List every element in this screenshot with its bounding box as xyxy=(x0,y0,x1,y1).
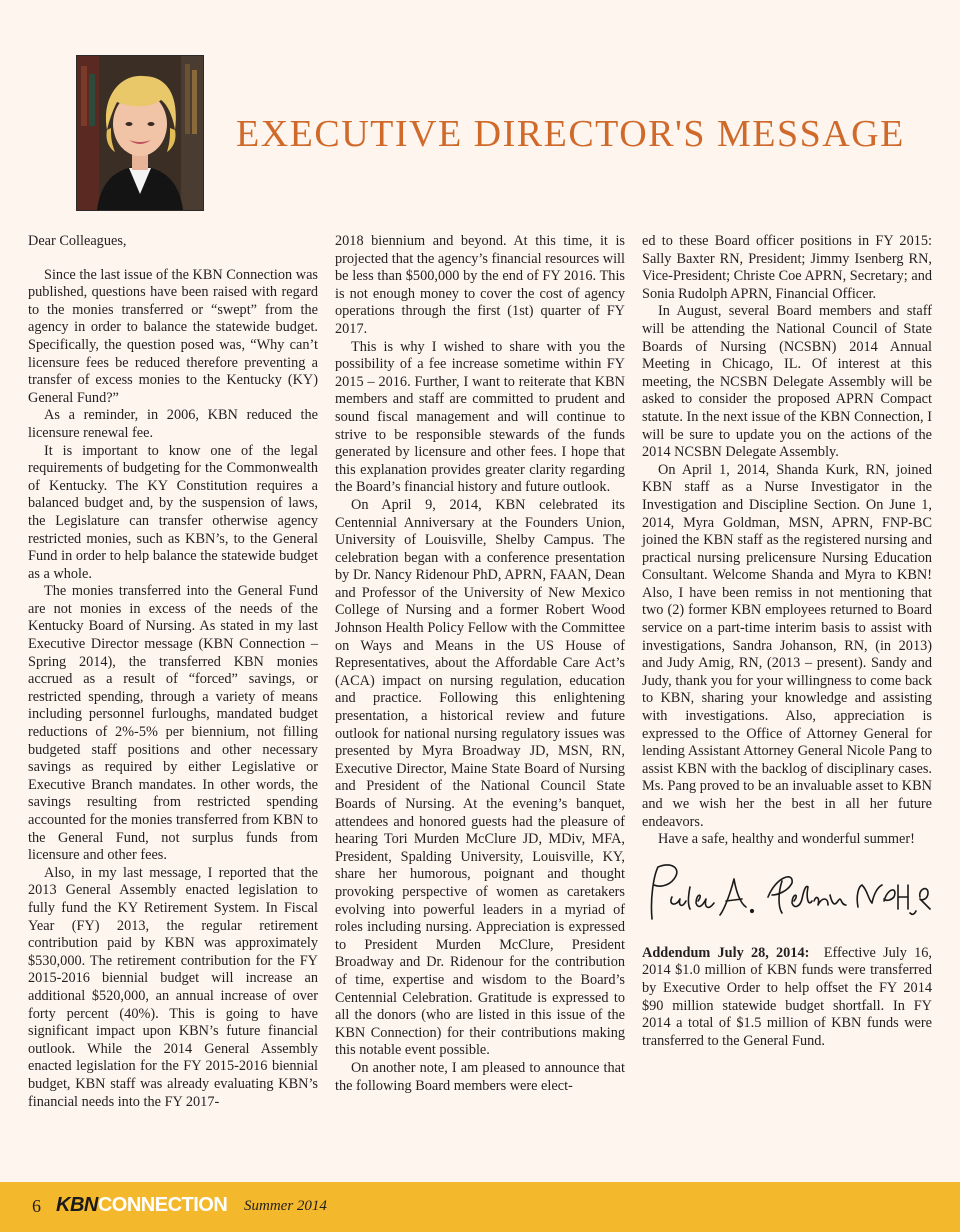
paragraph: ed to these Board officer positions in FY 2015: Sally Baxter RN, President; Jimmy Isenberg RN, Vice-President; Christe Coe APRN, Secretary; and Sonia Rudolph APRN, Financial Officer. xyxy=(642,233,932,302)
text-column-3 xyxy=(642,233,932,1050)
paragraph: In August, several Board members and staff will be attending the National Council of State Boards of Nursing (NCSBN) 2014 Annual Meeting in Chicago, IL. Of interest at this meeting, the NCSBN Delegate Assembly will be asked to consider the proposed APRN Compact statute. In the next issue of the KBN Connection, I will be sure to update you on the actions of the 2014 NCSBN Delegate Assembly. xyxy=(642,303,932,461)
paragraph: The monies transferred into the General Fund are not monies in excess of the needs of the Kentucky Board of Nursing. As stated in my last Executive Director message (KBN Connection – Spring 2014), the transferred KBN monies accrued as a result of “forced” savings, or restricted spending, through a variety of means including personnel furloughs, mandated budget reductions of 2%-5% per biennium, not filling budgeted staff positions and other necessary savings as required by either Legislative or Executive Branch mandates. In other words, the savings resulting from restricted spending accounted for the monies transferred from KBN to the General Fund, not surplus funds from licensure and other fees. xyxy=(28,583,318,864)
text-column-2 xyxy=(335,233,625,1095)
paragraph: It is important to know one of the legal requirements of budgeting for the Commonwealth of Kentucky. The KY Constitution requires a balanced budget and, by the suspension of laws, the Legislature can transfer otherwise agency restricted monies, such as KBN’s, to the General Fund in order to help balance the statewide budget as a whole. xyxy=(28,442,318,582)
salutation: Dear Colleagues, xyxy=(28,233,127,249)
page-title: EXECUTIVE DIRECTOR'S MESSAGE xyxy=(236,113,905,155)
paragraph: As a reminder, in 2006, KBN reduced the licensure renewal fee. xyxy=(28,407,318,441)
author-photo xyxy=(76,55,204,211)
publication-logo xyxy=(56,1194,227,1217)
paragraph: Since the last issue of the KBN Connection was published, questions have been raised with regard to the monies transferred or “swept” from the agency in order to balance the statewide budget. Specifically, the question posed was, “Why can’t licensure fees be reduced therefore preventing a transfer of excess monies to the Kentucky (KY) General Fund?” xyxy=(28,266,318,406)
paragraph: On April 1, 2014, Shanda Kurk, RN, joined KBN staff as a Nurse Investigator in the Investigation and Discipline Section. On June 1, 2014, Myra Goldman, MSN, APRN, FNP-BC joined the KBN staff as the registered nursing and practical nursing prelicensure Nursing Education Consultant. Welcome Shanda and Myra to KBN! Also, I have been remiss in not mentioning that two (2) former KBN employees returned to Board service on a part-time interim basis to assist with investigations, Sandra Johanson, RN, (in 2013) and Judy Amig, RN, (2013 – present). Sandy and Judy, thank you for your willingness to come back to KBN, sharing your knowledge and assisting with investigations. Also, appreciation is expressed to the Office of Attorney General for lending Assistant Attorney General Nicole Pang to assist KBN with the backlog of disciplinary cases. Ms. Pang proved to be an invaluable asset to KBN and we wish her the best in all her future endeavors. xyxy=(642,461,932,830)
paragraph: On another note, I am pleased to announce that the following Board members were elect- xyxy=(335,1059,625,1094)
paragraph: Also, in my last message, I reported that the 2013 General Assembly enacted legislation to fully fund the KY Retirement System. In Fiscal Year (FY) 2013, the regular retirement contribution paid by KBN was approximately $530,000. The retirement contribution for the FY 2015-2016 biennial budget will increase an additional $520,000, an annual increase of over forty percent (40%). This is going to have significant impact upon KBN’s future financial outlook. While the 2014 General Assembly enacted legislation for the FY 2015-2016 biennial budget, KBN staff was already evaluating KBN’s financial needs into the FY 2017- xyxy=(28,864,318,1110)
addendum-label: Addendum July 28, 2014: xyxy=(642,944,810,961)
text-column-1 xyxy=(28,233,318,1111)
paragraph: On April 9, 2014, KBN celebrated its Centennial Anniversary at the Founders Union, University of Louisville, Shelby Campus. The celebration began with a conference presentation by Dr. Nancy Ridenour PhD, APRN, FAAN, Dean and Professor of the University of New Mexico College of Nursing and a former Robert Wood Johnson Health Policy Fellow with the Committee on Ways and Means in the US House of Representatives, about the Affordable Care Act’s (ACA) impact on nursing regulation, education and practice. Following this enlightening presentation, a historical review and future outlook for national nursing regulatory issues was presented by Myra Broadway JD, MSN, RN, Executive Director, Maine State Board of Nursing and President of the National Council State Boards of Nursing. At the evening’s banquet, attendees and honored guests had the pleasure of hearing Tori Murden McClure JD, MDiv, MFA, President, Spalding University, Louisville, KY, share her humorous, poignant and thought provoking perspective of women as caretakers evolving into powerful leaders in a myriad of roles including nursing. Appreciation is expressed to President Murden McClure, President Broadway and Dr. Ridenour for the contribution of time, expertise and wisdom to the Board’s Centennial Celebration. Gratitude is expressed to all the donors (who are listed in this issue of the KBN Connection) for their contributions making this notable event possible. xyxy=(335,496,625,1059)
paragraph: 2018 biennium and beyond. At this time, it is projected that the agency’s financial resources will be less than $500,000 by the end of FY 2016. This is not enough money to cover the cost of agency operations through the first (1st) quarter of FY 2017. xyxy=(335,233,625,337)
paragraph: This is why I wished to share with you the possibility of a fee increase sometime within FY 2015 – 2016. Further, I want to reiterate that KBN members and staff are committed to prudent and sound fiscal management and will continue to strive to be responsible stewards of the funds generated by licensure and other fees. I hope that this explanation provides greater clarity regarding the Board’s financial history and future outlook. xyxy=(335,338,625,496)
handwritten-signature xyxy=(642,857,932,939)
addendum-text: Effective July 16, 2014 $1.0 million of KBN funds were transferred by Executive Order to help offset the FY 2014 $90 million statewide budget shortfall. In FY 2014 a total of $1.5 million of KBN funds were transferred to the General Fund. xyxy=(642,944,932,1049)
logo-kbn: KBN xyxy=(56,1194,98,1216)
logo-connection: CONNECTION xyxy=(97,1194,228,1216)
paragraph: Have a safe, healthy and wonderful summer! xyxy=(658,831,915,848)
addendum xyxy=(642,945,932,1051)
issue-label: Summer 2014 xyxy=(244,1198,327,1214)
page-number: 6 xyxy=(32,1196,41,1216)
